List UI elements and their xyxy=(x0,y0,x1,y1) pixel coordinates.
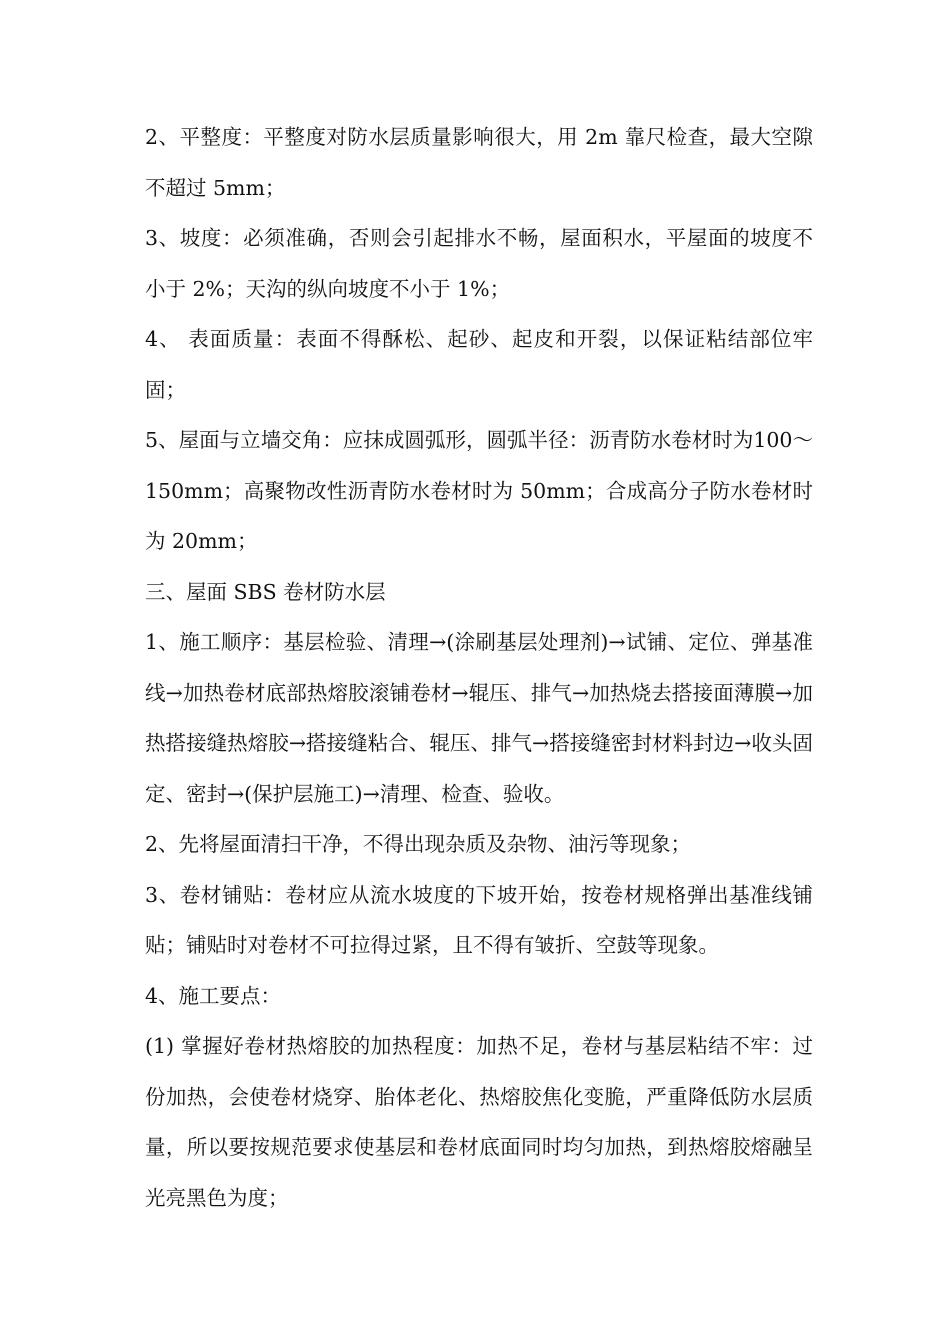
paragraph-construction-sequence: 1、施工顺序：基层检验、清理→(涂刷基层处理剂)→试铺、定位、弹基准线→加热卷材底部热熔胶滚铺卷材→辊压、排气→加热烧去搭接面薄膜→加热搭接缝热熔胶→搭接缝粘合、辊压、排气→搭接缝密封材料封边→收头固定、密封→(保护层施工)→清理、检查、验收。 xyxy=(145,630,813,806)
paragraph-key-points: 4、施工要点： xyxy=(145,983,282,1008)
paragraph-heating-control: (1) 掌握好卷材热熔胶的加热程度：加热不足，卷材与基层粘结不牢：过份加热，会使卷材烧穿、胎体老化、热熔胶焦化变脆，严重降低防水层质量，所以要按规范要求使基层和卷材底面同时均匀加热，到热熔胶熔融呈光亮黑色为度； xyxy=(145,1034,813,1210)
paragraph-membrane-laying: 3、卷材铺贴：卷材应从流水坡度的下坡开始，按卷材规格弹出基准线铺贴；铺贴时对卷材不可拉得过紧，且不得有皱折、空鼓等现象。 xyxy=(145,882,813,957)
paragraph-flatness: 2、平整度：平整度对防水层质量影响很大，用 2m 靠尺检查，最大空隙不超过 5mm； xyxy=(145,125,813,200)
paragraph-cleaning: 2、先将屋面清扫干净，不得出现杂质及杂物、油污等现象； xyxy=(145,832,692,856)
section-heading-sbs: 三、屋面 SBS 卷材防水层 xyxy=(145,579,386,604)
paragraph-wall-corner: 5、屋面与立墙交角：应抹成圆弧形，圆弧半径：沥青防水卷材时为100～150mm；高聚物改性沥青防水卷材时为 50mm；合成高分子防水卷材时为 20mm； xyxy=(145,428,813,553)
paragraph-surface-quality: 4、 表面质量：表面不得酥松、起砂、起皮和开裂，以保证粘结部位牢固； xyxy=(145,327,813,402)
document-body xyxy=(145,112,813,1223)
paragraph-slope: 3、坡度：必须准确，否则会引起排水不畅，屋面积水，平屋面的坡度不小于 2%；天沟的纵向坡度不小于 1%； xyxy=(145,226,813,301)
